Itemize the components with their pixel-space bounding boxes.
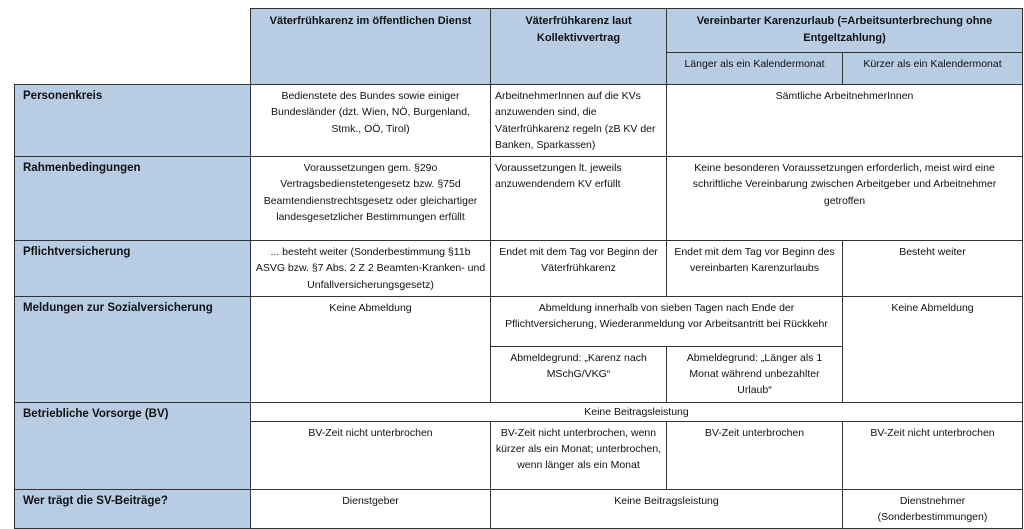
cell-pflicht-kuerzer: Besteht weiter <box>843 241 1023 297</box>
row-label-bv: Betriebliche Vorsorge (BV) <box>15 402 251 489</box>
subheader-kuerzer: Kürzer als ein Kalendermonat <box>843 53 1023 85</box>
cell-meldungen-oeffentlich: Keine Abmeldung <box>251 296 491 402</box>
cell-rahmen-kv: Voraussetzungen lt. jeweils anzuwendendem KV erfüllt <box>491 157 667 241</box>
cell-sv-kuerzer: Dienstnehmer (Sonderbestimmungen) <box>843 489 1023 529</box>
row-label-meldungen: Meldungen zur Sozialversicherung <box>15 296 251 402</box>
comparison-table-wrapper <box>14 8 1023 529</box>
cell-rahmen-oeffentlich: Voraussetzungen gem. §29o Vertragsbedienstetengesetz bzw. §75d Beamtendienstrechtsgesetz oder gleichartiger landesgesetzlicher Bestimmungen erfüllt <box>251 157 491 241</box>
cell-personenkreis-oeffentlich: Bedienstete des Bundes sowie einiger Bundesländer (dzt. Wien, NÖ, Burgenland, Stmk., OÖ, Tirol) <box>251 85 491 157</box>
cell-bv-laenger: BV-Zeit unterbrochen <box>667 421 843 489</box>
cell-personenkreis-kv: ArbeitnehmerInnen auf die KVs anzuwenden sind, die Väterfrühkarenz regeln (zB KV der Banken, Sparkassen) <box>491 85 667 157</box>
row-sv-beitraege <box>15 489 1023 529</box>
cell-meldungen-grund-kv: Abmeldegrund: „Karenz nach MSchG/VKG“ <box>491 346 667 402</box>
header-karenzurlaub: Vereinbarter Karenzurlaub (=Arbeitsunterbrechung ohne Entgeltzahlung) <box>667 9 1023 53</box>
cell-bv-kuerzer: BV-Zeit nicht unterbrochen <box>843 421 1023 489</box>
row-rahmenbedingungen <box>15 157 1023 241</box>
header-kollektivvertrag: Väterfrühkarenz laut Kollektivvertrag <box>491 9 667 85</box>
cell-personenkreis-karenzurlaub: Sämtliche ArbeitnehmerInnen <box>667 85 1023 157</box>
subheader-laenger: Länger als ein Kalendermonat <box>667 53 843 85</box>
row-label-sv-beitraege: Wer trägt die SV-Beiträge? <box>15 489 251 529</box>
header-oeffentlicher-dienst: Väterfrühkarenz im öffentlichen Dienst <box>251 9 491 85</box>
cell-pflicht-oeffentlich: ... besteht weiter (Sonderbestimmung §11b ASVG bzw. §7 Abs. 2 Z 2 Beamten-Kranken- und Unfallversicherungsgesetz) <box>251 241 491 297</box>
row-meldungen <box>15 296 1023 346</box>
row-label-pflichtversicherung: Pflichtversicherung <box>15 241 251 297</box>
cell-meldungen-kuerzer: Keine Abmeldung <box>843 296 1023 402</box>
row-personenkreis <box>15 85 1023 157</box>
cell-bv-oeffentlich: BV-Zeit nicht unterbrochen <box>251 421 491 489</box>
corner-blank-cell <box>15 9 251 85</box>
cell-sv-oeffentlich: Dienstgeber <box>251 489 491 529</box>
row-pflichtversicherung <box>15 241 1023 297</box>
row-label-rahmenbedingungen: Rahmenbedingungen <box>15 157 251 241</box>
row-bv <box>15 402 1023 421</box>
cell-bv-kv: BV-Zeit nicht unterbrochen, wenn kürzer als ein Monat; unterbrochen, wenn länger als ein Monat <box>491 421 667 489</box>
cell-bv-keine-beitragsleistung: Keine Beitragsleistung <box>251 402 1023 421</box>
cell-meldungen-grund-laenger: Abmeldegrund: „Länger als 1 Monat während unbezahlter Urlaub“ <box>667 346 843 402</box>
cell-pflicht-laenger: Endet mit dem Tag vor Beginn des vereinbarten Karenzurlaubs <box>667 241 843 297</box>
cell-rahmen-karenzurlaub: Keine besonderen Voraussetzungen erforderlich, meist wird eine schriftliche Vereinbarung zwischen Arbeitgeber und Arbeitnehmer getroffen <box>667 157 1023 241</box>
comparison-table <box>14 8 1023 529</box>
cell-sv-keine-beitragsleistung: Keine Beitragsleistung <box>491 489 843 529</box>
cell-pflicht-kv: Endet mit dem Tag vor Beginn der Väterfrühkarenz <box>491 241 667 297</box>
cell-meldungen-abmeldung: Abmeldung innerhalb von sieben Tagen nach Ende der Pflichtversicherung, Wiederanmeldung vor Arbeitsantritt bei Rückkehr <box>491 296 843 346</box>
row-label-personenkreis: Personenkreis <box>15 85 251 157</box>
